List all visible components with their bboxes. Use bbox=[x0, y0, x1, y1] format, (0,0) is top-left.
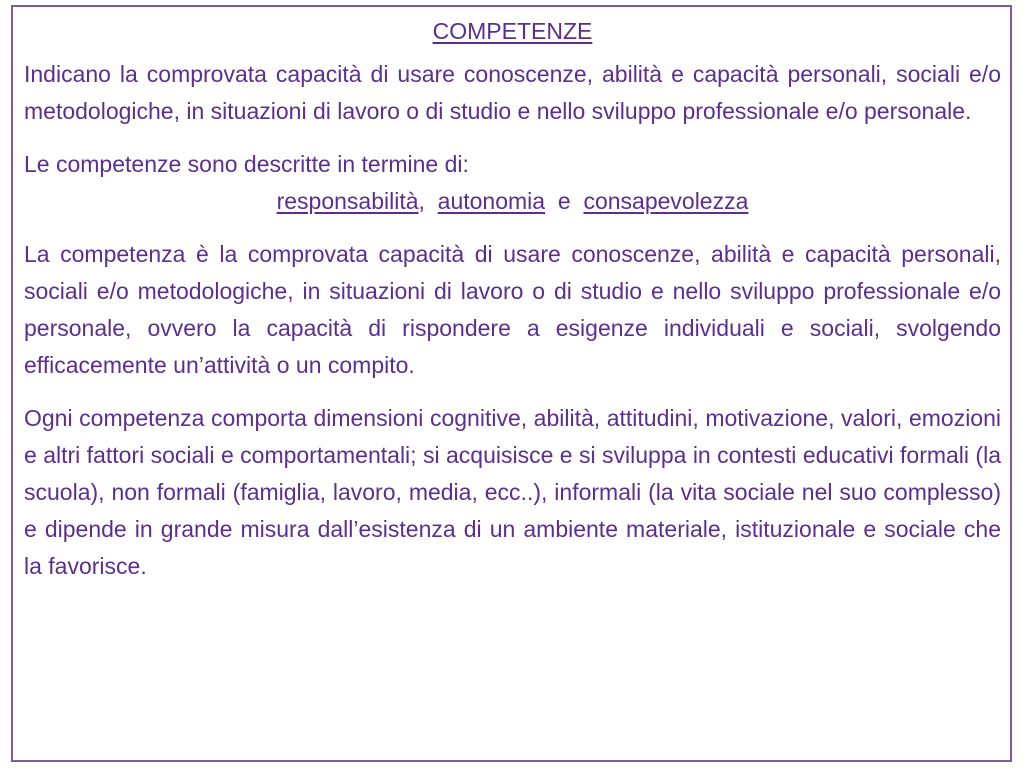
term-separator-comma: , bbox=[418, 188, 425, 214]
term-responsabilita: responsabilità bbox=[276, 188, 419, 214]
paragraph-dimensioni: Ogni competenza comporta dimensioni cognitive, abilità, attitudini, motivazione, valori, emozioni e altri fattori sociali e comportamentali; si acquisisce e si sviluppa in contesti educativi formali (la scuola), non formali (famiglia, lavoro, media, ecc..), informali (la vita sociale nel suo complesso) e dipende in grande misura dall’esistenza di un ambiente materiale, istituzionale e sociale che la favorisce. bbox=[24, 405, 1001, 579]
term-consapevolezza: consapevolezza bbox=[583, 188, 749, 214]
paragraph-competenza: La competenza è la comprovata capacità di usare conoscenze, abilità e capacità personali, sociali e/o metodologiche, in situazioni di lavoro o di studio e nello sviluppo professionale e/o personale, ovvero la capacità di rispondere a esigenze individuali e sociali, svolgendo efficacemente un’attività o un compito. bbox=[24, 241, 1001, 378]
term-autonomia: autonomia bbox=[437, 188, 546, 214]
slide-content bbox=[24, 13, 1001, 601]
paragraph-terms-intro: Le competenze sono descritte in termine di: bbox=[24, 151, 469, 177]
paragraph-definition: Indicano la comprovata capacità di usare conoscenze, abilità e capacità personali, sociali e/o metodologiche, in situazioni di lavoro o di studio e nello sviluppo professionale e/o personale. bbox=[24, 61, 1001, 124]
terms-line bbox=[24, 183, 1001, 220]
slide-frame bbox=[11, 5, 1012, 762]
term-separator-and: e bbox=[557, 188, 571, 214]
title-text: COMPETENZE bbox=[432, 18, 593, 44]
slide-title bbox=[24, 13, 1001, 50]
